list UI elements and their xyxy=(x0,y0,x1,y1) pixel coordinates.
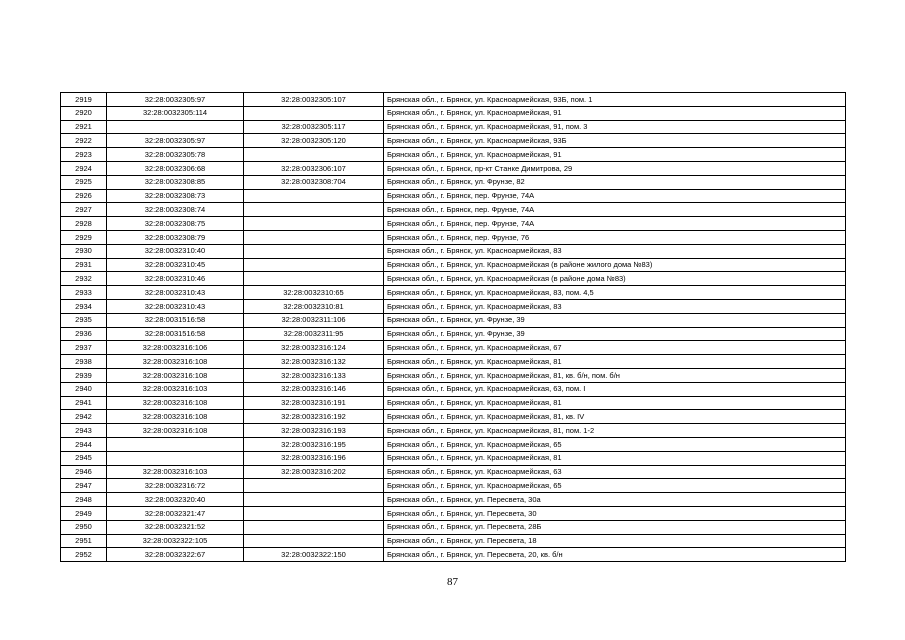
premises-cadastral-number-cell: 32:28:0032322:150 xyxy=(244,548,384,562)
premises-cadastral-number-cell: 32:28:0032316:124 xyxy=(244,341,384,355)
row-number-cell: 2948 xyxy=(61,493,107,507)
table-row xyxy=(61,106,846,120)
premises-cadastral-number-cell xyxy=(244,534,384,548)
row-number-cell: 2952 xyxy=(61,548,107,562)
address-cell: Брянская обл., г. Брянск, ул. Красноармейская, 83, пом. 4,5 xyxy=(384,286,846,300)
table-row xyxy=(61,520,846,534)
premises-cadastral-number-cell: 32:28:0032316:146 xyxy=(244,382,384,396)
premises-cadastral-number-cell: 32:28:0032306:107 xyxy=(244,161,384,175)
row-number-cell: 2920 xyxy=(61,106,107,120)
address-cell: Брянская обл., г. Брянск, ул. Красноармейская, 93Б xyxy=(384,134,846,148)
row-number-cell: 2943 xyxy=(61,424,107,438)
address-cell: Брянская обл., г. Брянск, ул. Красноармейская (в районе жилого дома №83) xyxy=(384,258,846,272)
address-cell: Брянская обл., г. Брянск, ул. Красноармейская, 91 xyxy=(384,148,846,162)
table-row xyxy=(61,272,846,286)
address-cell: Брянская обл., г. Брянск, ул. Пересвета, 30 xyxy=(384,506,846,520)
address-cell: Брянская обл., г. Брянск, ул. Красноармейская, 81 xyxy=(384,396,846,410)
address-cell: Брянская обл., г. Брянск, ул. Красноармейская, 81 xyxy=(384,355,846,369)
table-row xyxy=(61,244,846,258)
table-row xyxy=(61,451,846,465)
row-number-cell: 2929 xyxy=(61,230,107,244)
address-cell: Брянская обл., г. Брянск, ул. Красноармейская, 81, кв. IV xyxy=(384,410,846,424)
cadastral-number-cell: 32:28:0032310:43 xyxy=(107,286,244,300)
row-number-cell: 2951 xyxy=(61,534,107,548)
premises-cadastral-number-cell: 32:28:0032316:132 xyxy=(244,355,384,369)
table-row xyxy=(61,93,846,107)
address-cell: Брянская обл., г. Брянск, ул. Красноармейская, 81, кв. б/н, пом. б/н xyxy=(384,368,846,382)
cadastral-number-cell: 32:28:0032316:108 xyxy=(107,355,244,369)
address-cell: Брянская обл., г. Брянск, ул. Фрунзе, 39 xyxy=(384,327,846,341)
table-row xyxy=(61,410,846,424)
premises-cadastral-number-cell xyxy=(244,217,384,231)
address-cell: Брянская обл., г. Брянск, ул. Пересвета, 28Б xyxy=(384,520,846,534)
premises-cadastral-number-cell xyxy=(244,493,384,507)
table-row xyxy=(61,341,846,355)
premises-cadastral-number-cell: 32:28:0032311:95 xyxy=(244,327,384,341)
cadastral-number-cell: 32:28:0031516:58 xyxy=(107,313,244,327)
table-row xyxy=(61,230,846,244)
table-row xyxy=(61,534,846,548)
cadastral-number-cell: 32:28:0032316:108 xyxy=(107,410,244,424)
cadastral-number-cell: 32:28:0032308:74 xyxy=(107,203,244,217)
premises-cadastral-number-cell: 32:28:0032310:81 xyxy=(244,299,384,313)
premises-cadastral-number-cell: 32:28:0032311:106 xyxy=(244,313,384,327)
table-row xyxy=(61,313,846,327)
cadastral-number-cell: 32:28:0032320:40 xyxy=(107,493,244,507)
cadastral-number-cell xyxy=(107,437,244,451)
row-number-cell: 2947 xyxy=(61,479,107,493)
cadastral-number-cell: 32:28:0032322:105 xyxy=(107,534,244,548)
cadastral-number-cell: 32:28:0032316:108 xyxy=(107,424,244,438)
premises-cadastral-number-cell: 32:28:0032316:133 xyxy=(244,368,384,382)
premises-cadastral-number-cell xyxy=(244,148,384,162)
table-row xyxy=(61,134,846,148)
cadastral-number-cell: 32:28:0032321:47 xyxy=(107,506,244,520)
registry-table-body xyxy=(61,93,846,562)
cadastral-number-cell: 32:28:0032321:52 xyxy=(107,520,244,534)
row-number-cell: 2933 xyxy=(61,286,107,300)
row-number-cell: 2942 xyxy=(61,410,107,424)
premises-cadastral-number-cell xyxy=(244,258,384,272)
table-row xyxy=(61,506,846,520)
premises-cadastral-number-cell xyxy=(244,244,384,258)
row-number-cell: 2931 xyxy=(61,258,107,272)
address-cell: Брянская обл., г. Брянск, ул. Красноармейская (в районе дома №83) xyxy=(384,272,846,286)
cadastral-number-cell: 32:28:0032316:72 xyxy=(107,479,244,493)
table-row xyxy=(61,493,846,507)
table-row xyxy=(61,479,846,493)
table-row xyxy=(61,189,846,203)
table-row xyxy=(61,120,846,134)
row-number-cell: 2923 xyxy=(61,148,107,162)
address-cell: Брянская обл., г. Брянск, ул. Пересвета, 20, кв. б/н xyxy=(384,548,846,562)
row-number-cell: 2924 xyxy=(61,161,107,175)
row-number-cell: 2930 xyxy=(61,244,107,258)
address-cell: Брянская обл., г. Брянск, ул. Красноармейская, 93Б, пом. 1 xyxy=(384,93,846,107)
cadastral-number-cell: 32:28:0032310:45 xyxy=(107,258,244,272)
table-row xyxy=(61,299,846,313)
row-number-cell: 2946 xyxy=(61,465,107,479)
cadastral-number-cell: 32:28:0032322:67 xyxy=(107,548,244,562)
table-row xyxy=(61,424,846,438)
premises-cadastral-number-cell: 32:28:0032310:65 xyxy=(244,286,384,300)
registry-table xyxy=(60,92,846,562)
cadastral-number-cell: 32:28:0032305:114 xyxy=(107,106,244,120)
cadastral-number-cell: 32:28:0032316:108 xyxy=(107,368,244,382)
cadastral-number-cell: 32:28:0032305:97 xyxy=(107,134,244,148)
table-row xyxy=(61,355,846,369)
table-row xyxy=(61,203,846,217)
premises-cadastral-number-cell: 32:28:0032308:704 xyxy=(244,175,384,189)
premises-cadastral-number-cell xyxy=(244,520,384,534)
table-row xyxy=(61,217,846,231)
table-row xyxy=(61,437,846,451)
page-number: 87 xyxy=(447,576,458,588)
row-number-cell: 2932 xyxy=(61,272,107,286)
table-row xyxy=(61,548,846,562)
address-cell: Брянская обл., г. Брянск, пер. Фрунзе, 74А xyxy=(384,217,846,231)
premises-cadastral-number-cell xyxy=(244,203,384,217)
row-number-cell: 2936 xyxy=(61,327,107,341)
row-number-cell: 2949 xyxy=(61,506,107,520)
address-cell: Брянская обл., г. Брянск, ул. Красноармейская, 81 xyxy=(384,451,846,465)
cadastral-number-cell: 32:28:0032305:97 xyxy=(107,93,244,107)
premises-cadastral-number-cell xyxy=(244,106,384,120)
premises-cadastral-number-cell xyxy=(244,479,384,493)
address-cell: Брянская обл., г. Брянск, ул. Красноармейская, 65 xyxy=(384,479,846,493)
premises-cadastral-number-cell: 32:28:0032305:107 xyxy=(244,93,384,107)
table-row xyxy=(61,368,846,382)
address-cell: Брянская обл., г. Брянск, ул. Красноармейская, 67 xyxy=(384,341,846,355)
premises-cadastral-number-cell: 32:28:0032316:195 xyxy=(244,437,384,451)
cadastral-number-cell: 32:28:0032308:73 xyxy=(107,189,244,203)
premises-cadastral-number-cell xyxy=(244,272,384,286)
table-row xyxy=(61,286,846,300)
premises-cadastral-number-cell xyxy=(244,230,384,244)
premises-cadastral-number-cell xyxy=(244,506,384,520)
premises-cadastral-number-cell: 32:28:0032316:202 xyxy=(244,465,384,479)
address-cell: Брянская обл., г. Брянск, ул. Красноармейская, 81, пом. 1-2 xyxy=(384,424,846,438)
cadastral-number-cell: 32:28:0032308:79 xyxy=(107,230,244,244)
premises-cadastral-number-cell: 32:28:0032316:192 xyxy=(244,410,384,424)
address-cell: Брянская обл., г. Брянск, ул. Красноармейская, 65 xyxy=(384,437,846,451)
table-row xyxy=(61,258,846,272)
cadastral-number-cell: 32:28:0032310:43 xyxy=(107,299,244,313)
cadastral-number-cell: 32:28:0032305:78 xyxy=(107,148,244,162)
address-cell: Брянская обл., г. Брянск, пер. Фрунзе, 74А xyxy=(384,203,846,217)
table-row xyxy=(61,396,846,410)
address-cell: Брянская обл., г. Брянск, ул. Фрунзе, 82 xyxy=(384,175,846,189)
address-cell: Брянская обл., г. Брянск, ул. Красноармейская, 63, пом. I xyxy=(384,382,846,396)
cadastral-number-cell: 32:28:0032316:106 xyxy=(107,341,244,355)
row-number-cell: 2927 xyxy=(61,203,107,217)
premises-cadastral-number-cell: 32:28:0032316:196 xyxy=(244,451,384,465)
row-number-cell: 2950 xyxy=(61,520,107,534)
row-number-cell: 2938 xyxy=(61,355,107,369)
address-cell: Брянская обл., г. Брянск, пер. Фрунзе, 76 xyxy=(384,230,846,244)
table-row xyxy=(61,161,846,175)
address-cell: Брянская обл., г. Брянск, ул. Красноармейская, 91, пом. 3 xyxy=(384,120,846,134)
cadastral-number-cell: 32:28:0032308:85 xyxy=(107,175,244,189)
cadastral-number-cell xyxy=(107,120,244,134)
premises-cadastral-number-cell: 32:28:0032305:117 xyxy=(244,120,384,134)
row-number-cell: 2928 xyxy=(61,217,107,231)
table-row xyxy=(61,148,846,162)
address-cell: Брянская обл., г. Брянск, ул. Красноармейская, 83 xyxy=(384,244,846,258)
cadastral-number-cell: 32:28:0031516:58 xyxy=(107,327,244,341)
address-cell: Брянская обл., г. Брянск, ул. Пересвета, 18 xyxy=(384,534,846,548)
cadastral-number-cell: 32:28:0032316:103 xyxy=(107,465,244,479)
row-number-cell: 2934 xyxy=(61,299,107,313)
address-cell: Брянская обл., г. Брянск, ул. Фрунзе, 39 xyxy=(384,313,846,327)
row-number-cell: 2939 xyxy=(61,368,107,382)
row-number-cell: 2935 xyxy=(61,313,107,327)
row-number-cell: 2922 xyxy=(61,134,107,148)
cadastral-number-cell: 32:28:0032316:103 xyxy=(107,382,244,396)
address-cell: Брянская обл., г. Брянск, ул. Красноармейская, 83 xyxy=(384,299,846,313)
address-cell: Брянская обл., г. Брянск, ул. Пересвета, 30а xyxy=(384,493,846,507)
premises-cadastral-number-cell: 32:28:0032305:120 xyxy=(244,134,384,148)
premises-cadastral-number-cell xyxy=(244,189,384,203)
table-row xyxy=(61,382,846,396)
table-row xyxy=(61,465,846,479)
row-number-cell: 2937 xyxy=(61,341,107,355)
address-cell: Брянская обл., г. Брянск, пр-кт Станке Димитрова, 29 xyxy=(384,161,846,175)
cadastral-number-cell: 32:28:0032310:40 xyxy=(107,244,244,258)
cadastral-number-cell: 32:28:0032316:108 xyxy=(107,396,244,410)
table-row xyxy=(61,175,846,189)
table-row xyxy=(61,327,846,341)
premises-cadastral-number-cell: 32:28:0032316:191 xyxy=(244,396,384,410)
cadastral-number-cell: 32:28:0032310:46 xyxy=(107,272,244,286)
premises-cadastral-number-cell: 32:28:0032316:193 xyxy=(244,424,384,438)
address-cell: Брянская обл., г. Брянск, ул. Красноармейская, 63 xyxy=(384,465,846,479)
row-number-cell: 2926 xyxy=(61,189,107,203)
row-number-cell: 2919 xyxy=(61,93,107,107)
row-number-cell: 2940 xyxy=(61,382,107,396)
row-number-cell: 2941 xyxy=(61,396,107,410)
row-number-cell: 2945 xyxy=(61,451,107,465)
cadastral-number-cell: 32:28:0032306:68 xyxy=(107,161,244,175)
address-cell: Брянская обл., г. Брянск, пер. Фрунзе, 74А xyxy=(384,189,846,203)
row-number-cell: 2925 xyxy=(61,175,107,189)
row-number-cell: 2944 xyxy=(61,437,107,451)
cadastral-number-cell: 32:28:0032308:75 xyxy=(107,217,244,231)
cadastral-number-cell xyxy=(107,451,244,465)
row-number-cell: 2921 xyxy=(61,120,107,134)
address-cell: Брянская обл., г. Брянск, ул. Красноармейская, 91 xyxy=(384,106,846,120)
